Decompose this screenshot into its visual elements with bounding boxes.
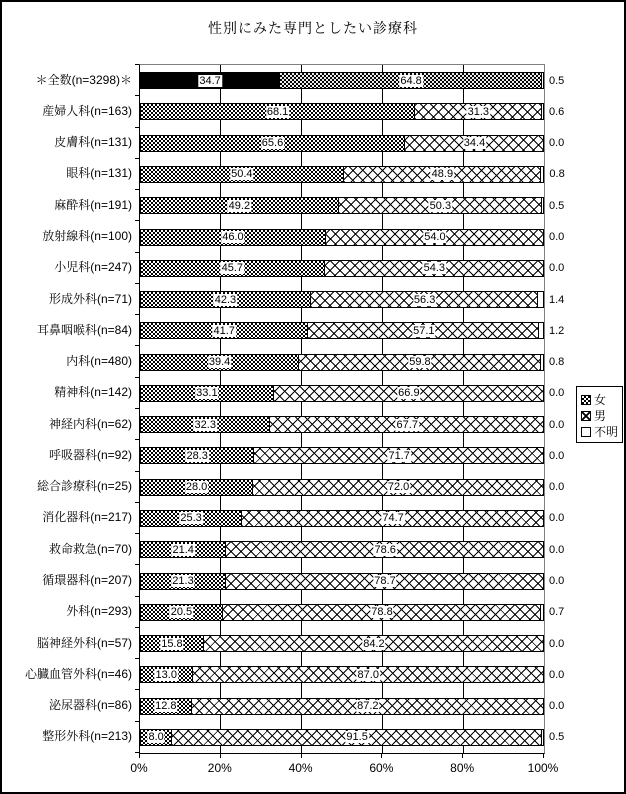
legend-label-unknown: 不明 — [594, 425, 619, 439]
legend-item-male — [581, 408, 622, 424]
y-axis-tick — [135, 252, 139, 253]
data-label-male: 91.5 — [346, 731, 368, 744]
x-axis-tick — [301, 753, 302, 758]
x-axis-tick-label: 0% — [130, 761, 148, 775]
bar-segment-unknown — [540, 166, 544, 183]
data-label-male: 87.0 — [357, 668, 379, 681]
data-label-male: 67.7 — [396, 418, 418, 431]
legend-item-unknown — [581, 424, 622, 440]
data-label-female: 25.3 — [180, 512, 202, 525]
data-label-unknown: 0.0 — [549, 512, 565, 525]
data-label-male: 72.0 — [387, 481, 410, 494]
x-axis-tick-label: 80% — [450, 761, 475, 775]
category-label: 産婦人科(n=163) — [42, 103, 132, 118]
data-label-female: 46.0 — [222, 231, 244, 243]
data-label-female: 28.3 — [186, 449, 208, 462]
data-label-male: 78.8 — [371, 606, 393, 619]
data-label-female: 68.1 — [266, 105, 289, 118]
data-label-male: 54.0 — [424, 231, 446, 243]
category-label: 皮膚科(n=131) — [54, 135, 132, 150]
x-axis-tick — [462, 753, 463, 758]
y-axis-tick — [135, 564, 139, 565]
category-label: ＊全数(n=3298)＊ — [35, 72, 132, 87]
y-axis-tick — [135, 220, 139, 221]
bar-segment-unknown — [540, 354, 544, 371]
category-label: 泌尿器科(n=86) — [48, 698, 132, 713]
data-label-unknown: 0.0 — [549, 637, 565, 650]
y-axis-tick — [135, 408, 139, 409]
bar-segment-unknown — [540, 604, 544, 621]
data-label-female: 50.4 — [231, 168, 253, 181]
data-label-unknown: 0.0 — [549, 137, 565, 150]
category-label: 外科(n=293) — [66, 604, 132, 619]
x-axis-tick — [139, 753, 140, 758]
female-pattern-swatch — [581, 395, 591, 405]
data-label-female: 42.3 — [214, 293, 237, 306]
y-axis-tick — [135, 64, 139, 65]
data-label-male: 50.3 — [429, 199, 452, 212]
data-label-unknown: 0.0 — [549, 481, 565, 494]
data-label-unknown: 0.5 — [549, 74, 565, 87]
y-axis-tick — [135, 502, 139, 503]
data-label-unknown: 0.0 — [549, 262, 565, 275]
plot-area — [139, 64, 565, 754]
y-axis-tick — [135, 283, 139, 284]
y-axis-tick — [135, 158, 139, 159]
data-label-male: 31.3 — [467, 105, 490, 118]
category-label: 眼科(n=131) — [66, 166, 132, 181]
data-label-male: 74.7 — [382, 512, 404, 525]
bar-segment-unknown — [538, 322, 544, 339]
category-label: 内科(n=480) — [66, 354, 132, 369]
y-axis-tick — [135, 127, 139, 128]
data-label-unknown: 0.5 — [549, 199, 565, 212]
data-label-unknown: 0.0 — [549, 543, 565, 556]
data-label-male: 48.9 — [431, 168, 454, 181]
category-label: 呼吸器科(n=92) — [48, 447, 132, 462]
y-axis-tick — [135, 689, 139, 690]
data-label-male: 84.2 — [363, 637, 385, 650]
data-label-male: 66.9 — [398, 387, 420, 400]
data-label-male: 59.8 — [409, 356, 431, 369]
data-label-female: 21.4 — [172, 543, 194, 556]
category-label: 神経内科(n=62) — [48, 416, 132, 431]
category-label: 消化器科(n=217) — [42, 510, 132, 525]
data-label-unknown: 0.0 — [549, 418, 565, 431]
data-label-unknown: 1.2 — [549, 324, 565, 337]
data-label-unknown: 0.5 — [549, 731, 565, 744]
data-label-female: 13.0 — [155, 668, 177, 681]
y-axis-tick — [135, 314, 139, 315]
category-label: 整形外科(n=213) — [42, 729, 132, 744]
data-label-female: 39.4 — [208, 356, 231, 369]
category-label: 救命救急(n=70) — [48, 541, 132, 556]
x-axis-tick — [543, 753, 544, 758]
data-label-unknown: 1.4 — [549, 293, 565, 306]
x-axis-tick-label: 40% — [288, 761, 313, 775]
y-axis-tick — [135, 471, 139, 472]
category-label: 小児科(n=247) — [54, 260, 132, 275]
data-label-unknown: 0.0 — [549, 575, 565, 587]
data-label-male: 71.7 — [388, 449, 410, 462]
chart-title: 性別にみた専門としたい診療科 — [208, 20, 418, 36]
data-label-female: 49.2 — [228, 199, 251, 212]
data-label-female: 34.7 — [199, 74, 221, 87]
data-label-male: 56.3 — [413, 293, 436, 306]
category-label: 脳神経外科(n=57) — [36, 635, 132, 650]
category-label: 循環器科(n=207) — [42, 573, 132, 587]
x-axis-tick-label: 100% — [527, 761, 559, 775]
category-label: 麻酔科(n=191) — [54, 197, 132, 212]
y-axis-tick — [135, 189, 139, 190]
x-axis-tick — [220, 753, 221, 758]
data-label-unknown: 0.8 — [549, 168, 565, 181]
data-label-unknown: 0.7 — [549, 606, 565, 619]
data-label-female: 20.5 — [170, 606, 193, 619]
data-label-female: 12.8 — [155, 700, 177, 713]
y-axis-tick — [135, 533, 139, 534]
data-label-female: 21.3 — [172, 575, 194, 587]
category-label: 総合診療科(n=25) — [36, 479, 132, 494]
data-label-female: 45.7 — [221, 262, 244, 275]
data-label-unknown: 0.0 — [549, 449, 565, 462]
data-label-unknown: 0.0 — [549, 668, 565, 681]
data-label-male: 57.1 — [413, 324, 435, 337]
data-label-male: 78.6 — [374, 543, 396, 556]
legend-item-female — [581, 392, 622, 408]
data-label-unknown: 0.0 — [549, 387, 565, 400]
bar-segment-unknown — [541, 197, 544, 214]
x-axis-tick — [381, 753, 382, 758]
y-axis-tick — [135, 596, 139, 597]
legend-label-female: 女 — [594, 393, 607, 407]
unknown-pattern-swatch — [581, 427, 591, 437]
bar-segment-unknown — [541, 103, 544, 120]
data-label-unknown: 0.8 — [549, 356, 565, 369]
male-pattern-swatch — [581, 411, 591, 421]
y-axis-tick — [135, 439, 139, 440]
data-label-male: 78.7 — [374, 575, 396, 587]
data-label-female: 33.1 — [196, 387, 218, 400]
category-label: 精神科(n=142) — [54, 385, 132, 400]
y-axis-tick — [135, 377, 139, 378]
y-axis-tick — [135, 627, 139, 628]
y-axis-tick — [135, 95, 139, 96]
category-label: 耳鼻咽喉科(n=84) — [36, 322, 132, 337]
data-label-male: 54.3 — [423, 262, 446, 275]
category-label: 形成外科(n=71) — [48, 291, 132, 306]
y-axis-tick — [135, 658, 139, 659]
data-label-unknown: 0.0 — [549, 231, 565, 243]
data-label-unknown: 0.6 — [549, 105, 565, 118]
data-label-female: 28.0 — [185, 481, 208, 494]
category-label: 放射線科(n=100) — [42, 229, 132, 243]
category-label: 心臓血管外科(n=46) — [24, 666, 132, 681]
bar-segment-unknown — [537, 291, 544, 308]
data-label-male: 87.2 — [357, 700, 379, 713]
data-label-female: 15.8 — [161, 637, 183, 650]
legend — [576, 386, 623, 443]
data-label-female: 8.0 — [148, 731, 164, 744]
y-axis-tick — [135, 721, 139, 722]
data-label-female: 65.6 — [261, 137, 284, 150]
x-axis-tick-label: 20% — [207, 761, 232, 775]
data-label-female: 32.3 — [194, 418, 216, 431]
x-axis-tick-label: 60% — [369, 761, 394, 775]
y-axis-tick — [135, 345, 139, 346]
bar-segment-unknown — [541, 729, 544, 746]
legend-label-male: 男 — [594, 409, 607, 423]
data-label-male: 34.4 — [463, 137, 486, 150]
data-label-female: 41.7 — [213, 324, 235, 337]
data-label-unknown: 0.0 — [549, 700, 565, 713]
bar-segment-unknown — [541, 72, 544, 89]
data-label-male: 64.8 — [400, 74, 422, 87]
